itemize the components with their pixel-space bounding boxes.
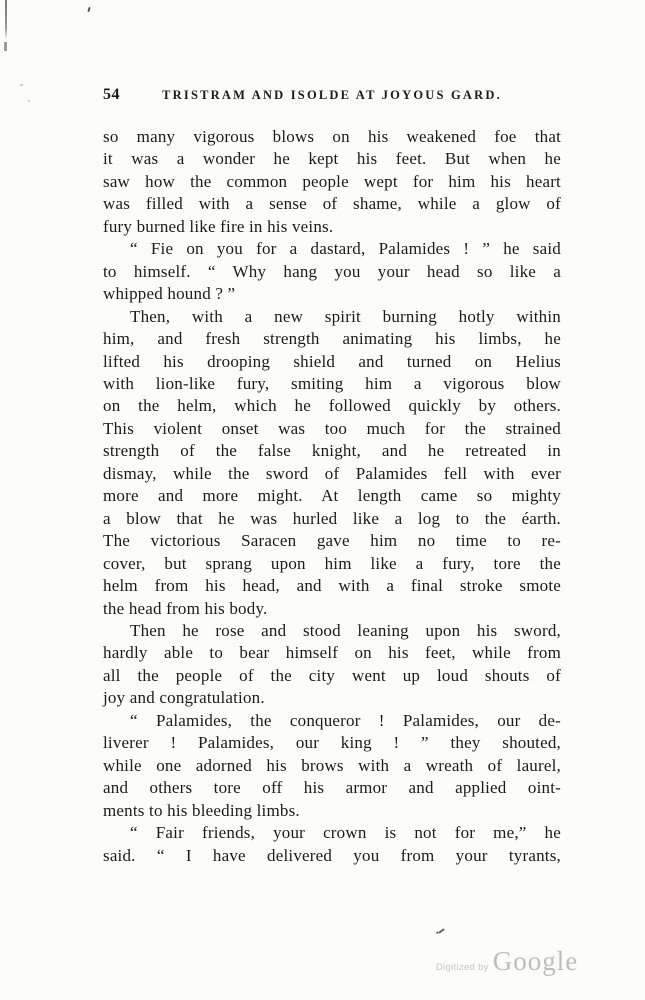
text-line: Then, with a new spirit burning hotly within xyxy=(130,306,561,326)
scan-speck xyxy=(20,84,23,86)
text-line: was filled with a sense of shame, while a glow of xyxy=(103,194,561,214)
text-line: hardly able to bear himself on his feet, while from xyxy=(103,643,561,663)
text-line: whipped hound ? ” xyxy=(103,284,236,304)
text-line: him, and fresh strength animating his limbs, he xyxy=(103,329,561,349)
page-number: 54 xyxy=(103,86,120,103)
text-line: The victorious Saracen gave him no time to re- xyxy=(103,531,561,551)
text-line: to himself. “ Why hang you your head so like a xyxy=(103,261,561,281)
text-line: “ Palamides, the conqueror ! Palamides, our de- xyxy=(130,710,561,730)
text-line: on the helm, which he followed quickly by others. xyxy=(103,396,561,416)
running-title: TRISTRAM AND ISOLDE AT JOYOUS GARD. xyxy=(162,88,502,102)
text-line: with lion-like fury, smiting him a vigorous blow xyxy=(103,373,561,393)
running-header xyxy=(103,86,561,104)
text-line: so many vigorous blows on his weakened foe that xyxy=(103,127,561,146)
text-line: lifted his drooping shield and turned on Helius xyxy=(103,351,561,371)
text-line: it was a wonder he kept his feet. But when he xyxy=(103,149,561,169)
text-line: said. “ I have delivered you from your tyrants, xyxy=(103,845,561,865)
text-line: cover, but sprang upon him like a fury, tore the xyxy=(103,553,561,573)
scan-speck xyxy=(87,7,90,12)
text-line: helm from his head, and with a final stroke smote xyxy=(103,576,561,596)
text-line: more and more might. At length came so mighty xyxy=(103,486,561,506)
text-line: strength of the false knight, and he retreated in xyxy=(103,441,561,461)
text-line: “ Fair friends, your crown is not for me,” he xyxy=(130,823,561,843)
text-line: joy and congratulation. xyxy=(103,688,265,708)
text-line: while one adorned his brows with a wreath of laurel, xyxy=(103,755,561,775)
scan-speck xyxy=(438,928,445,934)
scan-edge-dash-artifact xyxy=(4,42,7,51)
text-line: “ Fie on you for a dastard, Palamides ! ” he said xyxy=(130,239,561,259)
text-line: Then he rose and stood leaning upon his sword, xyxy=(130,620,561,640)
scan-edge-artifact xyxy=(5,0,7,40)
text-line: all the people of the city went up loud shouts of xyxy=(103,665,561,685)
text-line: ments to his bleeding limbs. xyxy=(103,800,300,820)
scan-speck xyxy=(28,100,30,102)
text-line: saw how the common people wept for him his heart xyxy=(103,171,561,191)
text-line: fury burned like fire in his veins. xyxy=(103,216,334,236)
page-body xyxy=(103,126,561,867)
text-line: the head from his body. xyxy=(103,598,268,618)
text-line: a blow that he was hurled like a log to the éarth. xyxy=(103,508,561,528)
text-line: and others tore off his armor and applied oint- xyxy=(103,778,561,798)
text-line: This violent onset was too much for the strained xyxy=(103,418,561,438)
watermark-prefix-label: Digitized by xyxy=(436,962,489,973)
google-watermark xyxy=(436,946,578,977)
text-line: dismay, while the sword of Palamides fell with ever xyxy=(103,463,561,483)
google-logo: Google xyxy=(492,946,579,976)
text-line: liverer ! Palamides, our king ! ” they shouted, xyxy=(103,733,561,753)
